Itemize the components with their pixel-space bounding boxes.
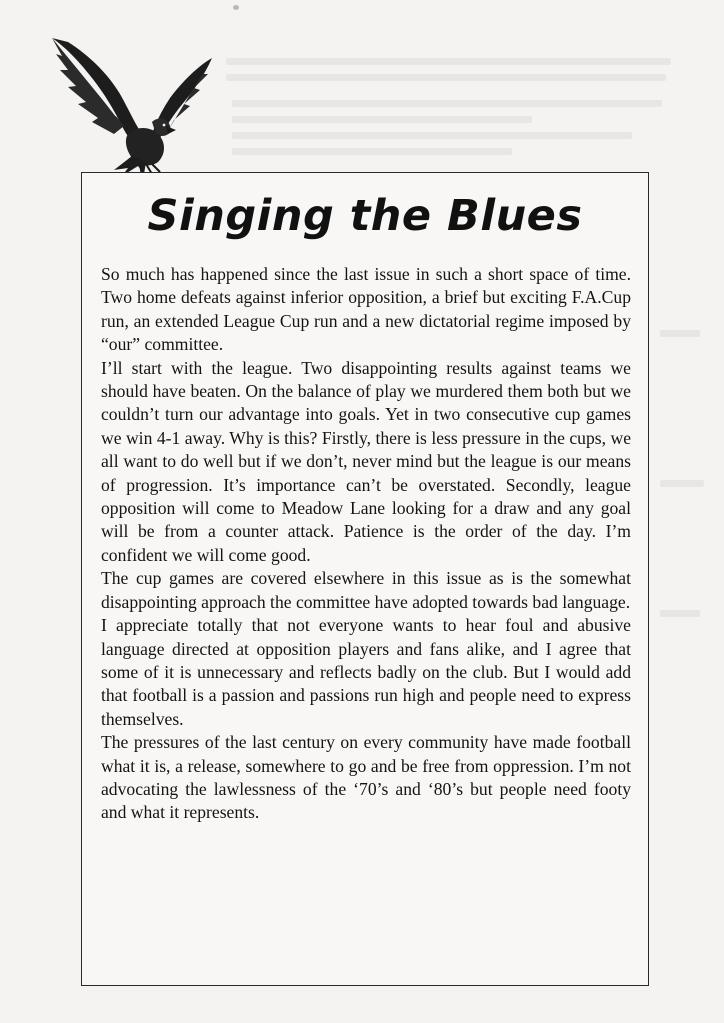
article-title: Singing the Blues: [147, 191, 583, 241]
paragraph: The cup games are covered elsewhere in this issue as is the somewhat disappointing approach the committee have adopted towards bad language.: [101, 568, 631, 612]
speck: [233, 5, 239, 10]
article-box: [81, 172, 649, 986]
eagle-icon: [42, 30, 222, 178]
paragraph: I’ll start with the league. Two disappointing results against teams we should have beaten. On the balance of play we murdered them both but we couldn’t turn our advantage into goals. Yet in two consecutive cup games we win 4-1 away. Why is this? Firstly, there is less pressure in the cups, we all want to do well but if we don’t, never mind but the league is our means of progression. It’s importance can’t be overstated. Secondly, league opposition will come to Meadow Lane looking for a draw and any goal will be from a counter attack. Patience is the order of the day. I’m confident we will come good.: [101, 357, 631, 565]
paragraph: So much has happened since the last issue in such a short space of time. Two home defeats against inferior opposition, a brief but exciting F.A.Cup run, an extended League Cup run and a new dictatorial regime imposed by “our” committee.: [101, 264, 631, 355]
article-body: [101, 263, 631, 825]
paragraph: I appreciate totally that not everyone wants to hear foul and abusive language directed at opposition players and fans alike, and I agree that some of it is unnecessary and reflects badly on the club. But I would add that football is a passion and passions run high and people need to express themselves.: [101, 615, 631, 729]
paragraph: The pressures of the last century on every community have made football what it is, a release, somewhere to go and be free from oppression. I’m not advocating the lawlessness of the ‘70’s and ‘80’s but people need footy and what it represents.: [101, 732, 631, 823]
